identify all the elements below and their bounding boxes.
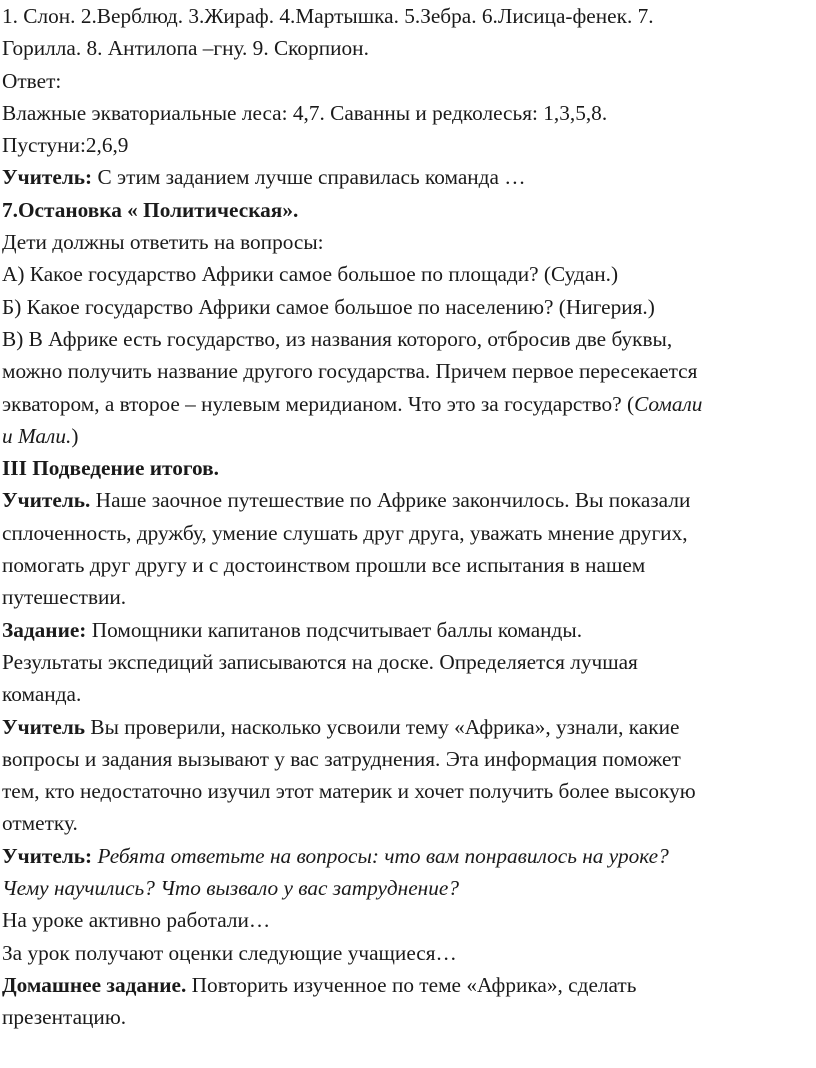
teacher-label: Учитель. [2,488,91,513]
question-c-answer-part-2: и Мали. [2,423,72,448]
homework-label: Домашнее задание. [2,972,187,997]
homework-line-2: презентацию. [2,1005,127,1030]
teacher-label: Учитель: [2,843,93,868]
stop-7-intro: Дети должны ответить на вопросы: [2,230,324,255]
teacher-label: Учитель [2,714,86,739]
answer-label: Ответ: [2,68,62,93]
task-label: Задание: [2,617,87,642]
teacher-summary-line-4: путешествии. [2,585,127,610]
teacher-questions-text: Ребята ответьте на вопросы: что вам понравилось на уроке? [92,843,669,868]
teacher-reflection-line-4: отметку. [2,811,78,836]
teacher-questions-line-1 [2,840,814,872]
task-text: Помощники капитанов подсчитывает баллы команды. [86,617,583,642]
question-c-text: экватором, а второе – нулевым меридианом. Что это за государство? ( [2,391,635,416]
question-c-close-paren: ) [71,423,79,448]
task-line-3: команда. [2,682,82,707]
teacher-summary-line-3: помогать друг другу и с достоинством прошли все испытания в нашем [2,553,646,578]
teacher-reflection-line-2: вопросы и задания вызывают у вас затруднения. Эта информация поможет [2,746,681,771]
grades-line: За урок получают оценки следующие учащиеся… [2,940,457,965]
teacher-reflection-text: Вы проверили, насколько усвоили тему «Африка», узнали, какие [85,714,680,739]
question-c-line-1: В) В Африке есть государство, из названия которого, отбросив две буквы, [2,326,673,351]
teacher-questions-line-2: Чему научились? Что вызвало у вас затруднение? [2,876,459,901]
question-b: Б) Какое государство Африки самое большое по населению? (Нигерия.) [2,294,655,319]
document-page [2,0,814,1034]
question-a: А) Какое государство Африки самое большое по площади? (Судан.) [2,262,619,287]
animals-list-line-2: Горилла. 8. Антилопа –гну. 9. Скорпион. [2,36,369,61]
answer-line-1: Влажные экваториальные леса: 4,7. Саванны и редколесья: 1,3,5,8. [2,100,608,125]
animals-list-line-1: 1. Слон. 2.Верблюд. 3.Жираф. 4.Мартышка. 5.Зебра. 6.Лисица-фенек. 7. [2,4,654,28]
question-c-answer-part-1: Сомали [634,391,703,416]
question-c-line-3 [2,388,814,420]
stop-7-heading: 7.Остановка « Политическая». [2,197,299,222]
task-line-2: Результаты экспедиций записываются на доске. Определяется лучшая [2,649,638,674]
question-c-line-2: можно получить название другого государства. Причем первое пересекается [2,359,698,384]
homework-line-1 [2,969,814,1001]
teacher-reflection-line-3: тем, кто недостаточно изучил этот материк и хочет получить более высокую [2,779,696,804]
active-students-line: На уроке активно работали… [2,908,271,933]
task-line-1 [2,614,814,646]
answer-line-2: Пустуни:2,6,9 [2,133,129,158]
teacher-summary-line-1 [2,484,814,516]
teacher-reflection-line-1 [2,711,814,743]
question-c-line-4 [2,420,814,452]
summary-heading: III Подведение итогов. [2,456,219,481]
homework-text: Повторить изученное по теме «Африка», сделать [186,972,637,997]
teacher-remark-text: С этим заданием лучше справилась команда … [92,165,526,190]
teacher-label: Учитель: [2,165,93,190]
teacher-summary-text: Наше заочное путешествие по Африке закончилось. Вы показали [90,488,691,513]
teacher-summary-line-2: сплоченность, дружбу, умение слушать друг друга, уважать мнение других, [2,520,688,545]
teacher-remark-1 [2,161,814,193]
